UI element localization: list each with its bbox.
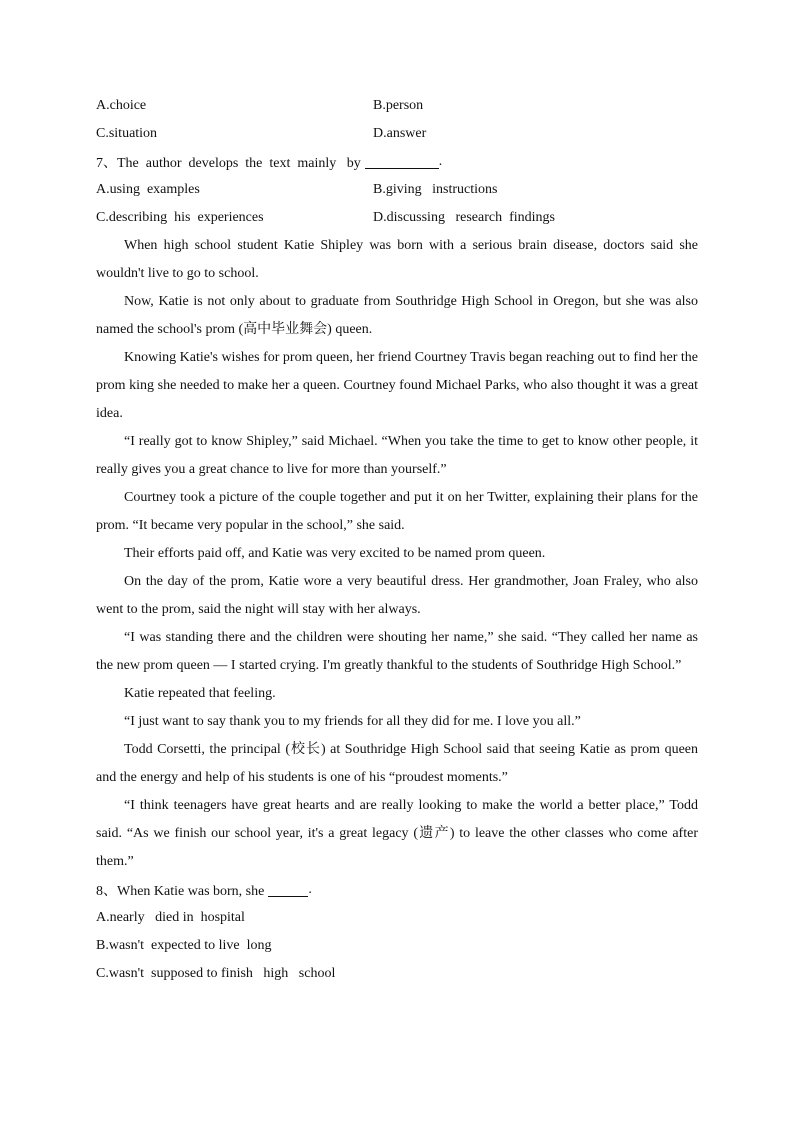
passage-paragraph: [96, 792, 698, 876]
q7-options-row-2: [96, 204, 698, 232]
q8-option-c: C.wasn't supposed to finish high school: [96, 966, 336, 981]
q8-option-a: A.nearly died in hospital: [96, 910, 245, 925]
q8-answer-blank: [268, 884, 308, 897]
passage-paragraph: [96, 428, 698, 484]
q7-answer-blank: [365, 156, 439, 169]
passage-paragraph-text: Now, Katie is not only about to graduate from Southridge High School in Oregon, but she was also named the school's prom (高中毕业舞会) queen.: [96, 294, 698, 337]
passage-paragraph-text: Courtney took a picture of the couple together and put it on her Twitter, explaining their plans for the prom. “It became very popular in the school,” she said.: [96, 490, 698, 533]
passage-paragraph: [96, 708, 698, 736]
passage-paragraph-text: “I really got to know Shipley,” said Michael. “When you take the time to get to know other people, it really gives you a great chance to live for more than yourself.”: [96, 434, 698, 477]
q8-stem-end: .: [308, 882, 312, 897]
q6-option-d: D.answer: [373, 126, 427, 141]
q7-stem: [96, 148, 698, 176]
passage-paragraph-text: Katie repeated that feeling.: [124, 686, 276, 701]
q6-option-a: A.choice: [96, 98, 147, 113]
q8-option-b: B.wasn't expected to live long: [96, 938, 272, 953]
q7-stem-text: 7、The author develops the text mainly by: [96, 156, 361, 171]
passage-paragraph: [96, 736, 698, 792]
document-page: [96, 92, 698, 988]
q7-option-c: C.describing his experiences: [96, 210, 264, 225]
passage-paragraph-text: “I think teenagers have great hearts and are really looking to make the world a better place,” Todd said. “As we finish our school year, it's a great legacy (遗产) to leave the other classes who come after them.”: [96, 798, 698, 869]
q7-option-a: A.using examples: [96, 182, 200, 197]
q6-options-row-2: [96, 120, 698, 148]
reading-passage: [96, 232, 698, 876]
q7-option-d: D.discussing research findings: [373, 210, 555, 225]
passage-paragraph-text: Knowing Katie's wishes for prom queen, her friend Courtney Travis began reaching out to find her the prom king she needed to make her a queen. Courtney found Michael Parks, who also thought it was a great idea.: [96, 350, 698, 421]
q7-stem-end: .: [438, 154, 443, 169]
passage-paragraph: [96, 344, 698, 428]
passage-paragraph-text: Todd Corsetti, the principal (校长) at Southridge High School said that seeing Katie as prom queen and the energy and help of his students is one of his “proudest moments.”: [96, 742, 698, 785]
passage-paragraph-text: “I just want to say thank you to my friends for all they did for me. I love you all.”: [124, 714, 581, 729]
passage-paragraph: [96, 680, 698, 708]
passage-paragraph: [96, 540, 698, 568]
q7-options-row-1: [96, 176, 698, 204]
q8-stem-text: 8、When Katie was born, she: [96, 884, 265, 899]
passage-paragraph-text: Their efforts paid off, and Katie was very excited to be named prom queen.: [124, 546, 546, 561]
passage-paragraph: [96, 568, 698, 624]
q8-stem: [96, 876, 698, 904]
passage-paragraph-text: On the day of the prom, Katie wore a very beautiful dress. Her grandmother, Joan Fraley, who also went to the prom, said the night will stay with her always.: [96, 574, 698, 617]
passage-paragraph: [96, 288, 698, 344]
q6-option-c: C.situation: [96, 126, 158, 141]
passage-paragraph: [96, 624, 698, 680]
passage-paragraph-text: “I was standing there and the children were shouting her name,” she said. “They called her name as the new prom queen — I started crying. I'm greatly thankful to the students of Southridge High School.”: [96, 630, 698, 673]
q7-option-b: B.giving instructions: [373, 182, 498, 197]
q6-option-b: B.person: [373, 98, 424, 113]
passage-paragraph-text: When high school student Katie Shipley was born with a serious brain disease, doctors said she wouldn't live to go to school.: [96, 238, 698, 281]
q6-options-row-1: [96, 92, 698, 120]
passage-paragraph: [96, 484, 698, 540]
passage-paragraph: [96, 232, 698, 288]
